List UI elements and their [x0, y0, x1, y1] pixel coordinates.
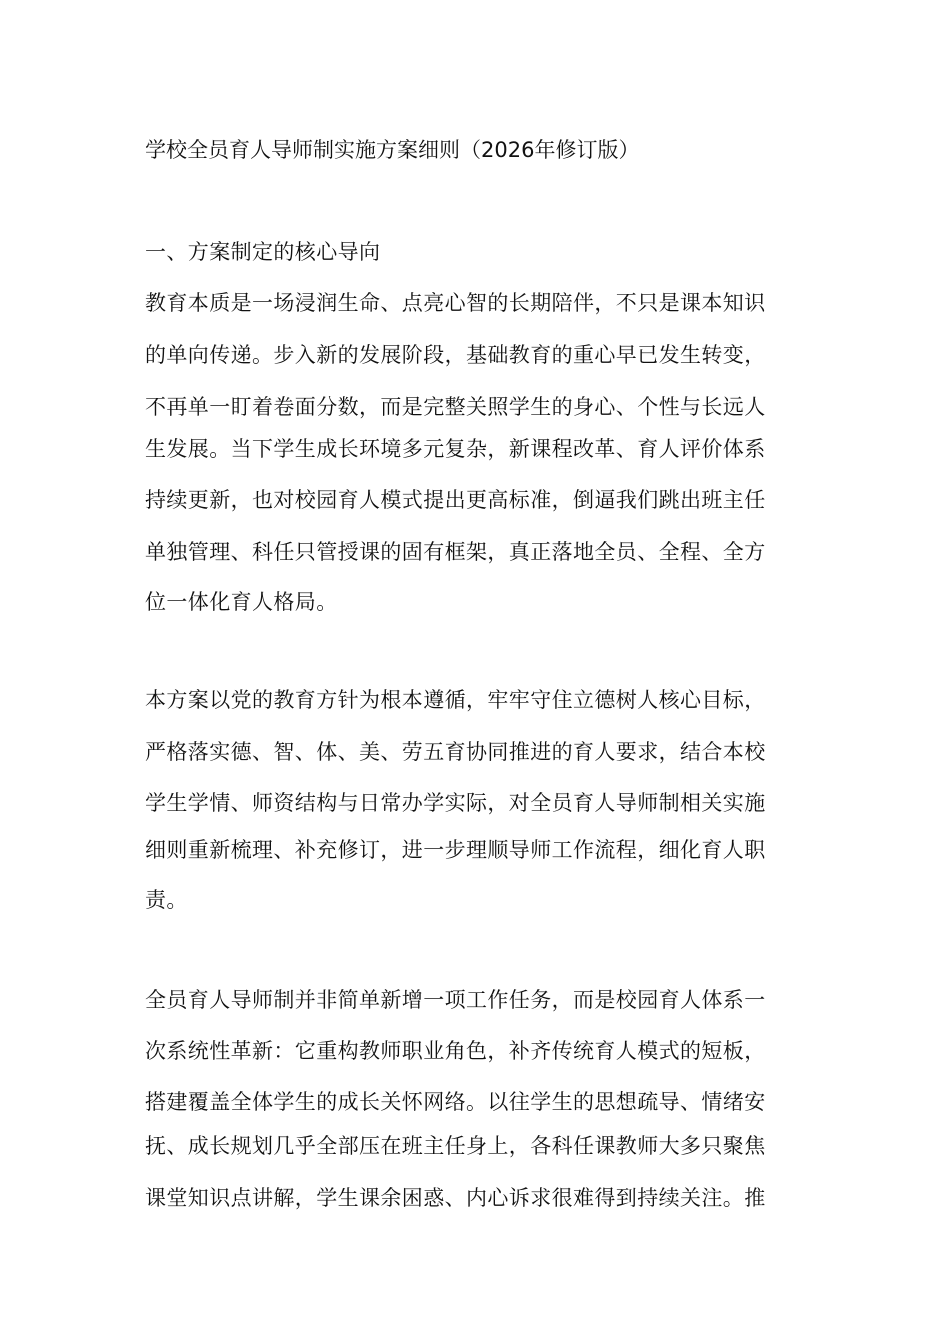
section-heading: 一、方案制定的核心导向 — [145, 240, 381, 264]
document-title: 学校全员育人导师制实施方案细则（2026年修订版） — [145, 138, 640, 162]
paragraph-line: 本方案以党的教育方针为根本遵循，牢牢守住立德树人核心目标， — [145, 688, 766, 712]
paragraph-line: 学生学情、师资结构与日常办学实际，对全员育人导师制相关实施 — [145, 791, 766, 815]
paragraph-line: 全员育人导师制并非简单新增一项工作任务，而是校园育人体系一 — [145, 988, 766, 1012]
paragraph-line: 不再单一盯着卷面分数，而是完整关照学生的身心、个性与长远人 — [145, 395, 766, 419]
paragraph-line: 次系统性革新：它重构教师职业角色，补齐传统育人模式的短板， — [145, 1039, 766, 1063]
paragraph-line: 位一体化育人格局。 — [145, 590, 338, 614]
paragraph-line: 生发展。当下学生成长环境多元复杂，新课程改革、育人评价体系 — [145, 437, 766, 461]
paragraph-line: 单独管理、科任只管授课的固有框架，真正落地全员、全程、全方 — [145, 540, 766, 564]
paragraph-line: 责。 — [145, 888, 188, 912]
paragraph-line: 细则重新梳理、补充修订，进一步理顺导师工作流程，细化育人职 — [145, 838, 766, 862]
paragraph-line: 持续更新，也对校园育人模式提出更高标准，倒逼我们跳出班主任 — [145, 488, 766, 512]
paragraph-line: 搭建覆盖全体学生的成长关怀网络。以往学生的思想疏导、情绪安 — [145, 1090, 766, 1114]
paragraph-line: 教育本质是一场浸润生命、点亮心智的长期陪伴，不只是课本知识 — [145, 291, 766, 315]
paragraph-line: 的单向传递。步入新的发展阶段，基础教育的重心早已发生转变， — [145, 343, 766, 367]
paragraph-line: 抚、成长规划几乎全部压在班主任身上，各科任课教师大多只聚焦 — [145, 1134, 766, 1158]
paragraph-line: 课堂知识点讲解，学生课余困惑、内心诉求很难得到持续关注。推 — [145, 1186, 766, 1210]
paragraph-line: 严格落实德、智、体、美、劳五育协同推进的育人要求，结合本校 — [145, 740, 766, 764]
